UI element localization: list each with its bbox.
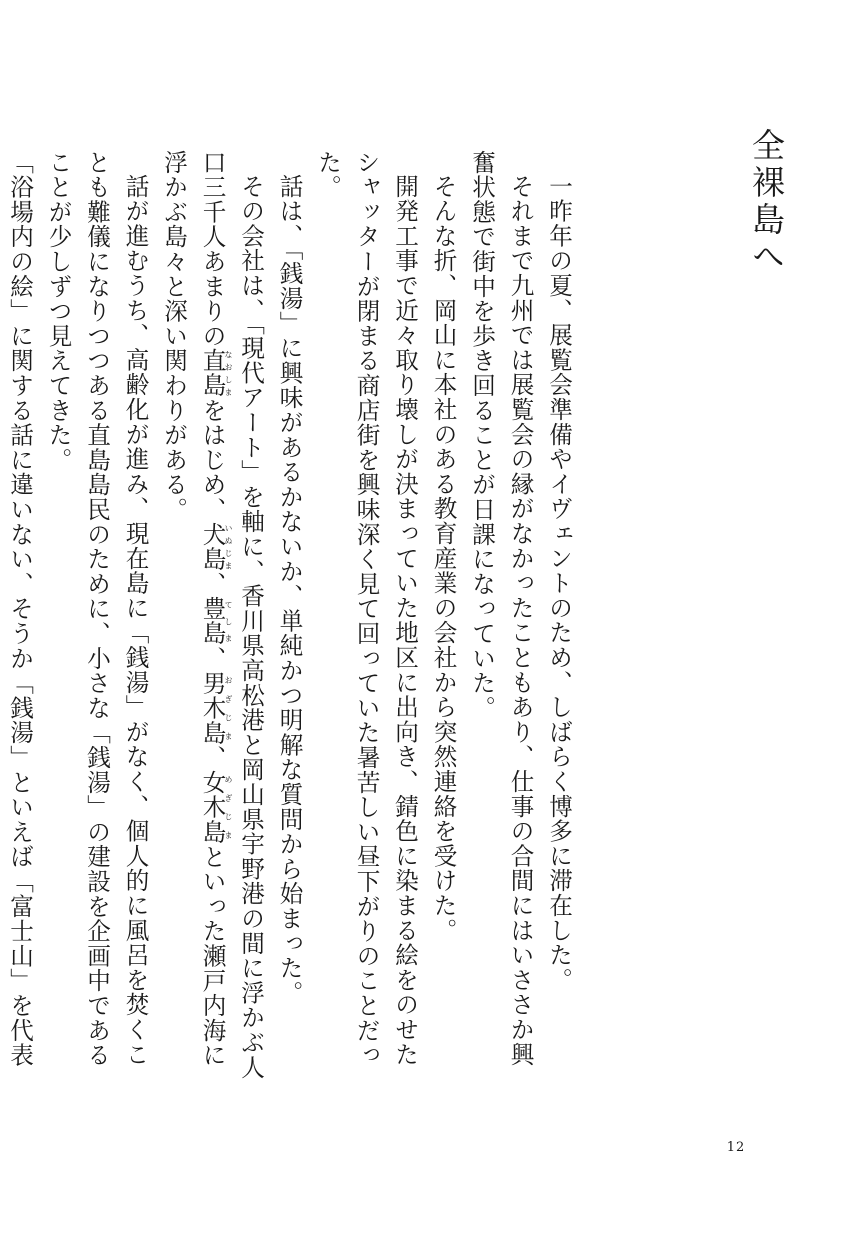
paragraph: 一昨年の夏、展覧会準備やイヴェントのため、しばらく博多に滞在した。: [545, 173, 573, 992]
ruby-teshima: [198, 596, 233, 647]
chapter-title: 全裸島へ: [747, 128, 786, 276]
ruby-megijima: [198, 770, 233, 845]
ruby-base: 男木島: [198, 670, 227, 746]
ruby-reading: てしま: [224, 596, 233, 647]
ruby-reading: いぬじま: [224, 522, 233, 572]
text-run: 、: [198, 646, 227, 671]
paragraph: そんな折、岡山に本社のある教育産業の会社から突然連絡を受けた。: [429, 173, 458, 943]
text-run: 、: [198, 571, 227, 597]
text-run: といった瀬戸内海に浮かぶ島々と深い関わりがある。: [160, 150, 227, 1068]
ruby-reading: めぎじま: [224, 770, 233, 845]
ruby-naoshima: [198, 348, 233, 399]
text-run: をはじめ、: [198, 398, 227, 523]
ruby-base: 犬島: [198, 522, 227, 572]
ruby-reading: なおしま: [224, 348, 233, 398]
paragraph: 話が進むうち、高齢化が進み、現在島に「銭湯」がなく、個人的に風呂を焚くことも難儀になりつつある直島島民のために、小さな「銭湯」の建設を企画中であることが少しずつ見えてきた。: [44, 150, 150, 1068]
text-run: 、: [198, 745, 227, 771]
paragraph: 話は、「銭湯」に興味があるかないか、単純かつ明解な質問から始まった。: [275, 173, 304, 1005]
text-run: その会社は、「現代アート」を軸に、香川県高松港と岡山県宇野港の間に浮かぶ人口三千人あまりの: [198, 150, 265, 1080]
ruby-base: 豊島: [198, 596, 227, 647]
paragraph: それまで九州では展覧会の縁がなかったこともあり、仕事の合間にはいささか興奮状態で街中を歩き回ることが日課になっていた。: [468, 150, 535, 1067]
body-text: [0, 150, 578, 1080]
ruby-inujima: [198, 522, 233, 572]
ruby-ogijima: [198, 670, 233, 746]
ruby-base: 直島: [198, 348, 227, 399]
ruby-reading: おぎじま: [224, 670, 233, 746]
ruby-base: 女木島: [198, 770, 227, 845]
page-number: 12: [726, 1140, 746, 1155]
paragraph: 「浴場内の絵」に関する話に違いない、そうか「銭湯」といえば「富士山」を代表: [6, 150, 34, 1068]
paragraph: 開発工事で近々取り壊しが決まっていた地区に出向き、錆色に染まる絵をのせたシャッターが閉まる商店街を興味深く見て回っていた暑苦しい昼下がりのことだった。: [314, 150, 419, 1068]
paragraph-with-ruby: [155, 150, 271, 1080]
